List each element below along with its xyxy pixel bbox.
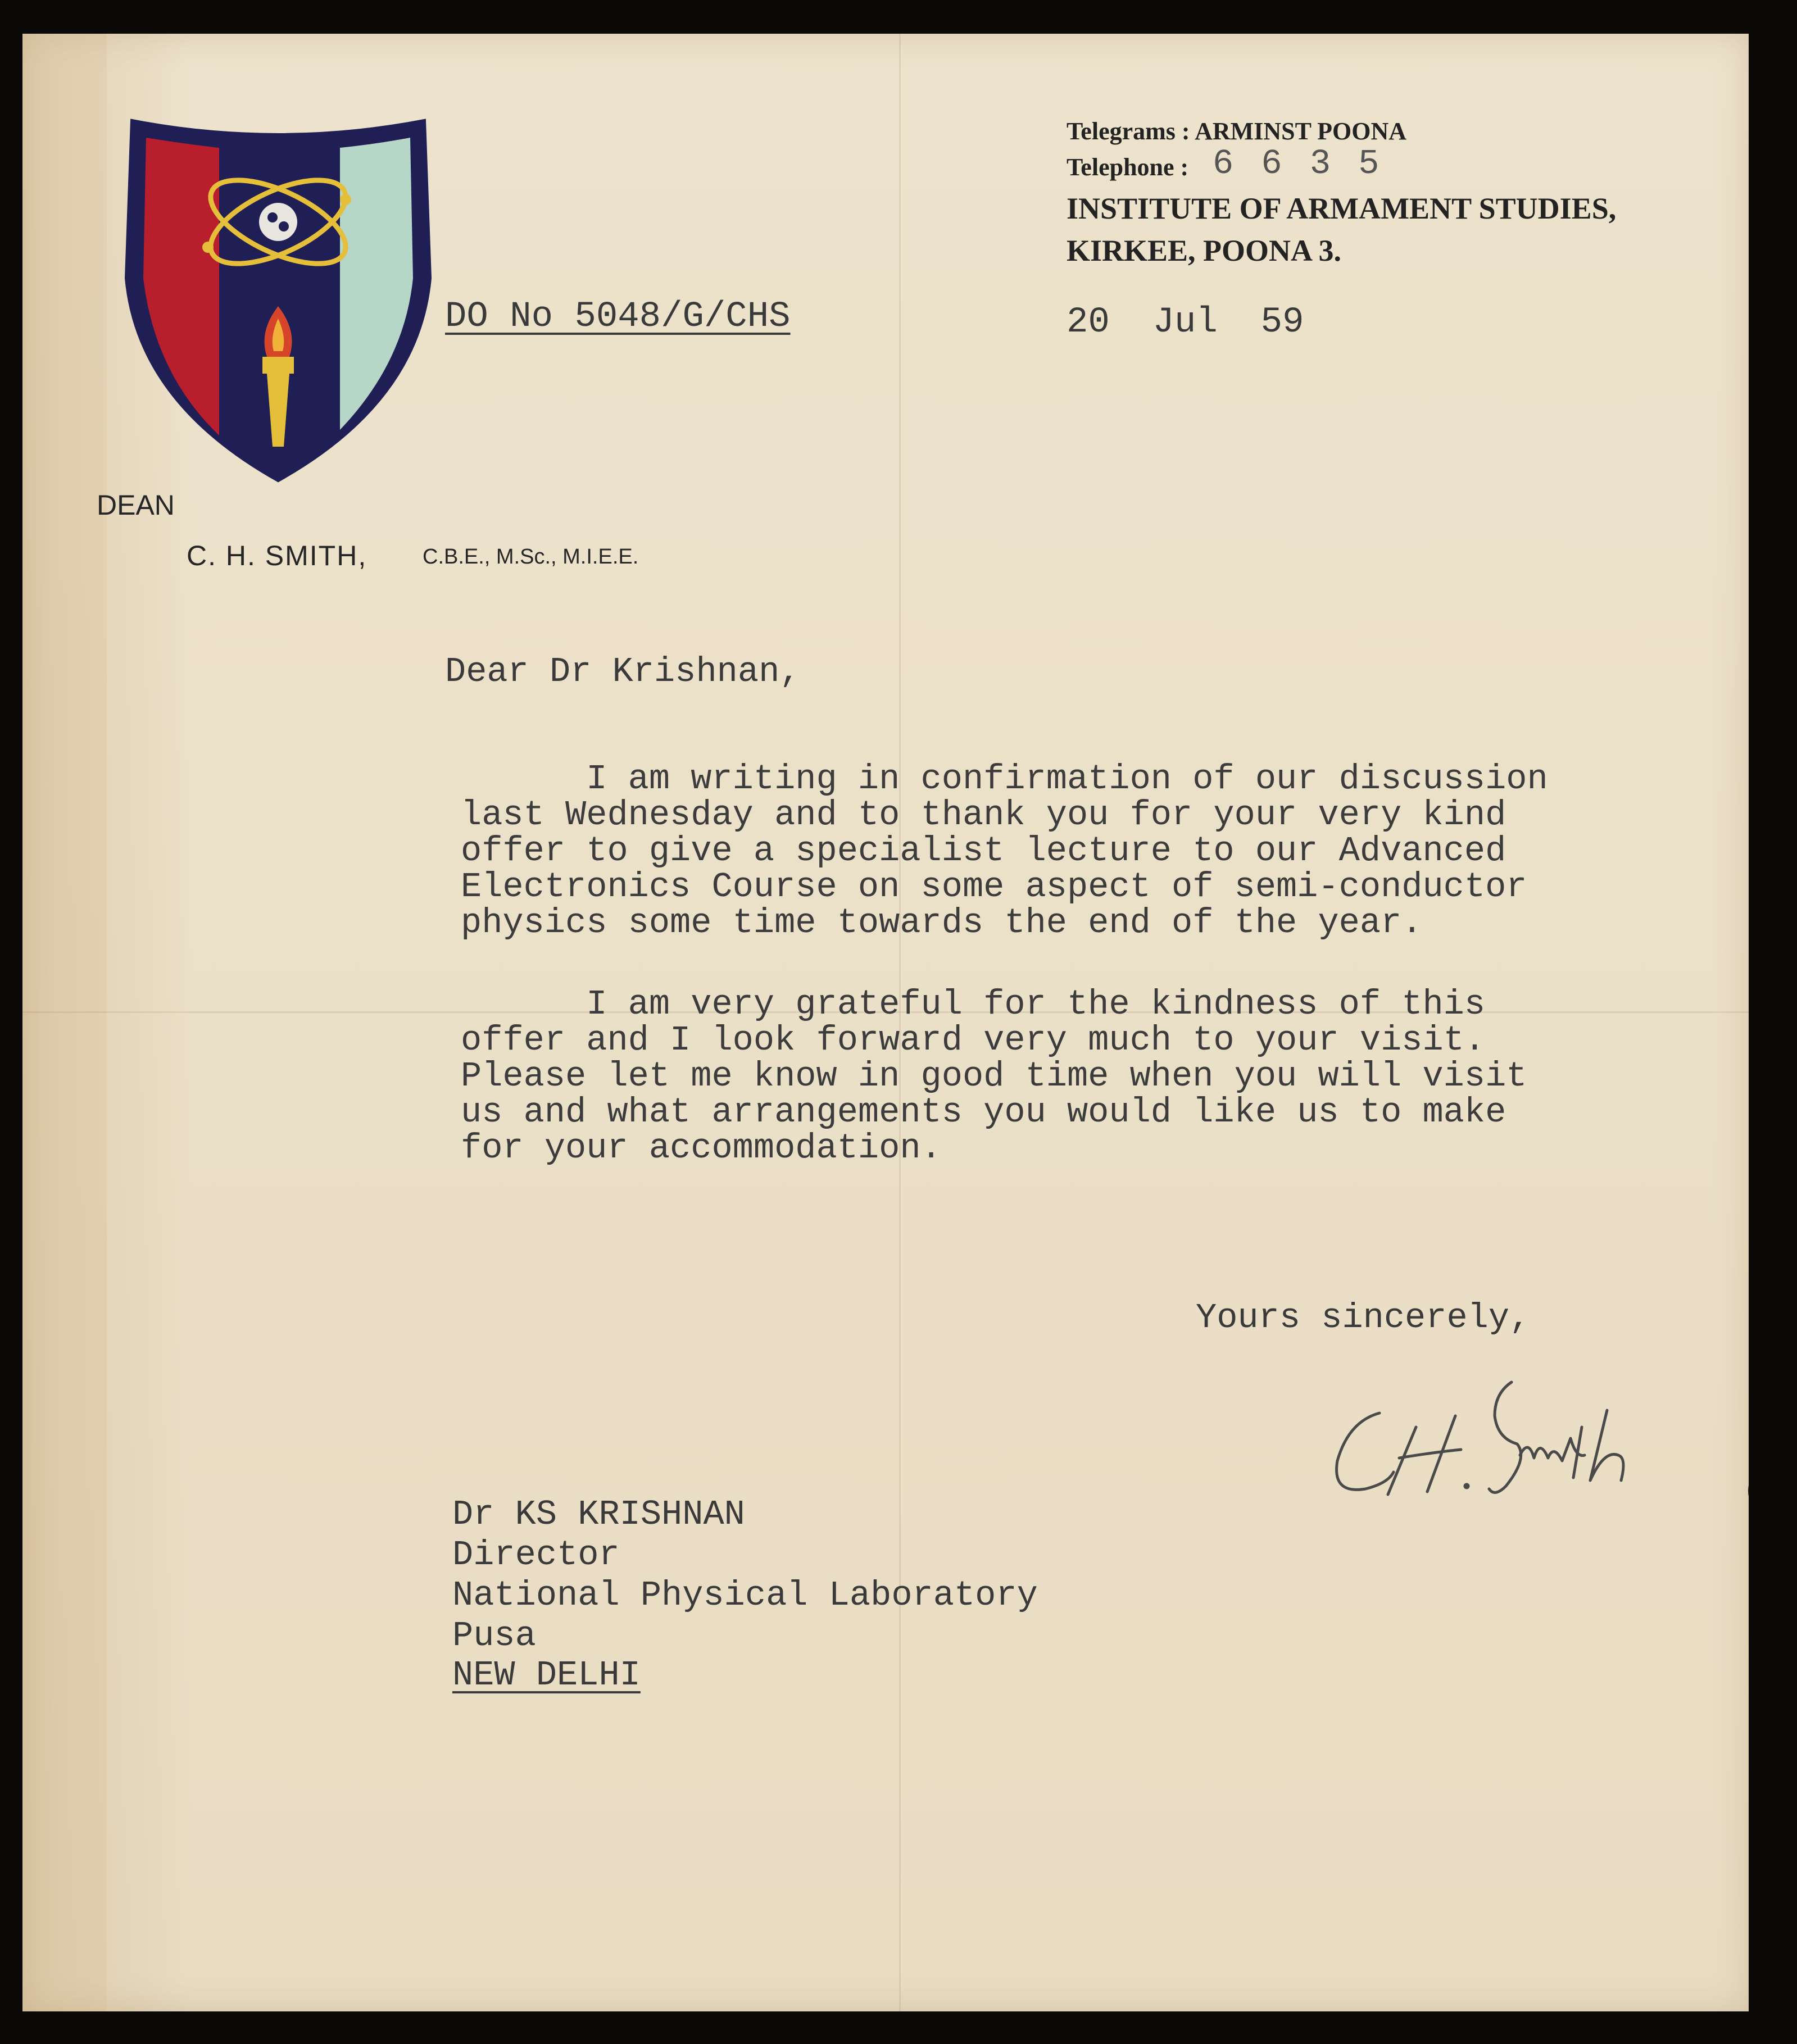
sender-credentials: C.B.E., M.Sc., M.I.E.E. xyxy=(423,545,639,569)
body-line: for your accommodation. xyxy=(461,1128,942,1168)
sender-name: C. H. SMITH, xyxy=(187,540,367,571)
recipient-name: Dr KS KRISHNAN xyxy=(452,1495,745,1534)
body-paragraph-2 xyxy=(461,984,1675,1168)
body-line: offer to give a specialist lecture to our Advanced xyxy=(461,831,1506,871)
sender-title: DEAN xyxy=(97,489,175,521)
body-line: offer and I look forward very much to your visit. xyxy=(461,1020,1486,1060)
recipient-organization: National Physical Laboratory xyxy=(452,1575,1038,1615)
reference-number: DO No 5048/G/CHS xyxy=(445,297,791,337)
body-line: Electronics Course on some aspect of semi-conductor xyxy=(461,867,1527,907)
body-line: I am very grateful for the kindness of this xyxy=(461,984,1486,1024)
torn-edge xyxy=(1736,1421,1749,1556)
telephone-label: Telephone : xyxy=(1067,153,1189,181)
closing-line: Yours sincerely, xyxy=(1196,1298,1531,1338)
telephone-number: 6 6 3 5 xyxy=(1213,144,1383,184)
recipient-city: NEW DELHI xyxy=(452,1655,641,1695)
salutation: Dear Dr Krishnan, xyxy=(445,652,801,692)
recipient-locality: Pusa xyxy=(452,1616,536,1656)
tape-strip xyxy=(22,34,107,2011)
institute-crest-icon xyxy=(115,110,441,492)
body-line: physics some time towards the end of the year. xyxy=(461,903,1423,943)
body-line: Please let me know in good time when you will visit xyxy=(461,1056,1527,1096)
telegrams-line: Telegrams : ARMINST POONA xyxy=(1067,117,1406,145)
letter-date: 20 Jul 59 xyxy=(1067,302,1304,343)
body-line: last Wednesday and to thank you for your very kind xyxy=(461,795,1506,835)
body-paragraph-1 xyxy=(461,761,1675,941)
handwritten-signature-icon xyxy=(1326,1360,1641,1528)
institute-address: KIRKEE, POONA 3. xyxy=(1067,234,1342,267)
institute-name: INSTITUTE OF ARMAMENT STUDIES, xyxy=(1067,192,1617,225)
body-line: us and what arrangements you would like us to make xyxy=(461,1092,1506,1132)
body-line: I am writing in confirmation of our discussion xyxy=(461,759,1548,799)
recipient-title: Director xyxy=(452,1535,620,1575)
letter-sheet xyxy=(22,34,1749,2011)
